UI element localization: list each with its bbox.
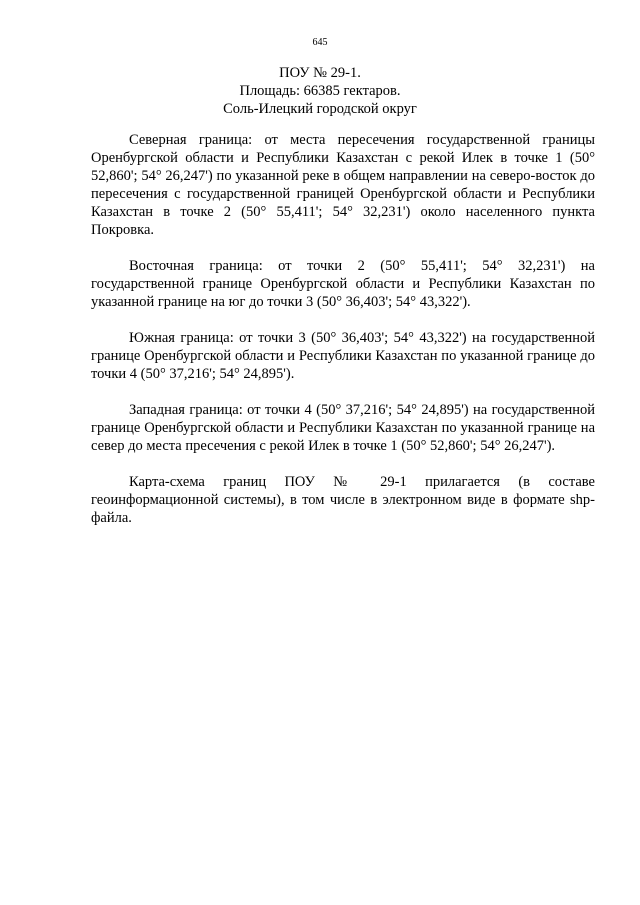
southern-boundary-paragraph: Южная граница: от точки 3 (50° 36,403'; 54° 43,322') на государственной границе Оренбургской области и Республики Казахстан по указанной границе до точки 4 (50° 37,216'; 54° 24,895').	[91, 330, 595, 382]
document-header	[0, 64, 640, 118]
northern-boundary-paragraph: Северная граница: от места пересечения государственной границы Оренбургской области и Республики Казахстан с рекой Илек в точке 1 (50° 52,860'; 54° 26,247') по указанной реке в общем направлении на северо-восток до пересечения с государственной границей Оренбургской области и Республики Казахстан в точке 2 (50° 55,411'; 54° 32,231') около населенного пункта Покровка.	[91, 132, 595, 238]
area-line: Площадь: 66385 гектаров.	[239, 83, 401, 99]
document-body	[91, 131, 595, 545]
district-line: Соль-Илецкий городской округ	[223, 101, 417, 117]
eastern-boundary-paragraph: Восточная граница: от точки 2 (50° 55,411'; 54° 32,231') на государственной границе Оренбургской области и Республики Казахстан по указанной границе на юг до точки 3 (50° 36,403'; 54° 43,322').	[91, 258, 595, 310]
document-title: ПОУ № 29-1.	[279, 65, 361, 81]
western-boundary-paragraph: Западная граница: от точки 4 (50° 37,216'; 54° 24,895') на государственной границе Оренбургской области и Республики Казахстан по указанной границе на север до места пресечения с рекой Илек в точке 1 (50° 52,860'; 54° 26,247').	[91, 402, 595, 454]
page-number: 645	[312, 37, 328, 48]
map-scheme-paragraph: Карта-схема границ ПОУ № 29-1 прилагается (в составе геоинформационной системы), в том числе в электронном виде в формате shp-файла.	[91, 474, 595, 526]
